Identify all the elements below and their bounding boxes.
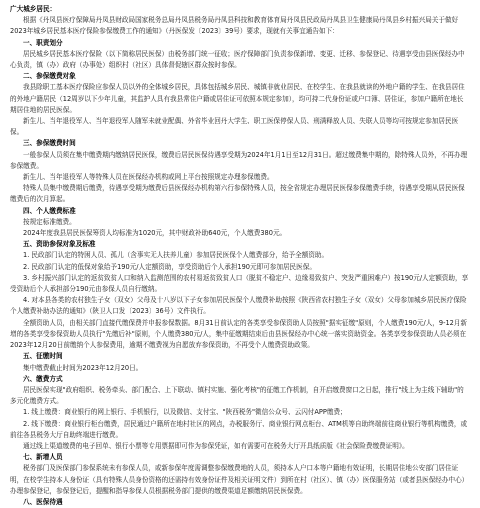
section-heading: 二、参保缴费对象	[23, 72, 76, 81]
body-paragraph: 居民城乡居民基本医疗保险（以下简称居民医保）由税务部门统一征收；医疗保障部门负责参保新增、变更、迁移、参保登记、待遇享受由县医保经办中心负责，镇（办）政府（办事处）组织村（社区）具体督促辖区群众按时参保。	[10, 49, 465, 70]
body-paragraph: 1. 线上缴费：商业银行的网上银行、手机银行，以及微信、支付宝、"陕西税务"微信公众号、云闪付APP缴费；	[23, 408, 347, 417]
body-paragraph: 2. 线下缴费：商业银行柜台缴费，居民通过户籍所在地村社区的网点，办税服务厅、商业银行网点柜台、ATM机等自助终端前往商业银行等机构缴费，或前往各县税务大厅自助终端进行缴费。	[10, 419, 468, 439]
body-paragraph: 2. 民政部门认定的低保对象给予190元/人定额资助，享受资助后个人承担190元即可参加居民医保。	[23, 262, 316, 271]
body-paragraph: 我县除职工基本医疗保险应参保人员以外的全体城乡居民，具体包括城乡居民、城镇非就业居民、在校学生、在我县就读的外地户籍的学生、在我县居住的外地户籍居民（12周岁以下少年儿童，其监护人具有我县常住户籍或居住证可依照本规定参加），均可持二代身份证或户口簿、居住证，参加户籍所在地长期居住地的居民医保。	[10, 83, 465, 114]
section-heading: 三、参保缴费时间	[23, 139, 76, 148]
section-heading: 八、医保待遇	[23, 497, 63, 506]
body-paragraph: 4. 对本县各类的农村独生子女（双女）父母及十八岁以下子女参加居民医保个人缴费补助按照《陕西省农村独生子女（双女）父母参加城乡居民医疗保险个人缴费补助办法的通知》（陕卫人口发〔2023〕36号）文件执行。	[10, 296, 467, 316]
section-heading: 七、新增人员	[23, 453, 63, 462]
body-paragraph: 全额资助人员，由相关部门直接代缴保费并申报参保数据。8月31日前认定的各类享受参保资助人员按照"据实征缴"原则，个人缴费190元/人，9-12月新增的各类享受参保资助人员执行"先缴后补"原则，个人缴费380元/人，集中征缴期结束后由县医保经办中心统一落实资助资金。各类享受参保资助人员必须在2023年12月20日前缴纳个人参保费用，逾期不缴费视为自愿放弃参保资助，不再受个人缴费资助政策。	[10, 318, 468, 350]
body-paragraph: 集中缴费截止时间为2023年12月20日。	[23, 363, 143, 372]
body-paragraph: 税务部门及医保部门参保系统未有参保人员，或新参保年度需调整参保缴费地的人员，须持本人户口本等户籍地有效证明，长期居住地公安部门居住证明，在校学生持本人身份证（具有特殊人员身份资格的还需持有效身份证件及相关证明文件）到所在村（社区）、镇（办）医保服务站（或者县医保经办中心）办理参保登记，参保登记后，提醒和指导参保人员根据税务部门提供的缴费渠道足额缴纳居民医保费。	[10, 464, 469, 495]
body-paragraph: 按规定标准缴费。	[23, 217, 76, 226]
section-heading: 五、资助参保对象及标准	[23, 240, 96, 249]
body-paragraph: 特殊人员集中缴费期后缴费，待遇享受期为缴费后县医保经办机构第六行参保特殊人员，按全省规定办理居民医保参保缴费手续，待遇享受期从居民医保缴费后的次月算起。	[10, 184, 465, 204]
body-paragraph: 1. 民政部门认定的特困人员、孤儿（含事实无人扶养儿童）参加居民医保个人缴费部分，给予全额资助。	[23, 251, 329, 260]
body-paragraph: 2024年度我县居民医保筹资人均标准为1020元，其中财政补助640元，个人缴费380元。	[23, 229, 287, 238]
body-paragraph: 新生儿、当年退役军人、当年退役军人随军未就业配偶、外省毕业回丹大学生、职工医保停保人员、刑满释放人员、失联人员等均可按规定参加居民医保。	[10, 117, 459, 137]
section-heading: 一、职责划分	[23, 38, 63, 47]
section-heading: 六、缴费方式	[23, 374, 63, 383]
body-paragraph: 新生儿、当年退役军人等特殊人员在医保经办机构或网上平台按照规定办理参保缴费。	[23, 173, 274, 182]
body-paragraph: 居民医保实现"政府组织、税务牵头、部门配合、上下联动、镇村实施、强化考核"的征缴工作机制，自开启缴费窗口之日起，推行"线上为主线下辅助"的多元化缴费方式。	[10, 385, 464, 406]
body-paragraph: 通过线上渠道缴费的电子回单、银行小票等专用票据即可作为参保凭证，如有需要可在税务大厅开具纸质版《社会保险费缴费证明》。	[23, 441, 409, 450]
body-paragraph: 3. 乡村振兴部门认定的返贫致贫人口和纳入监测范围的农村易返贫致贫人口（脱贫不稳定户、边缘易致贫户、突发严重困难户）按190元/人定额资助，享受资助后个人承担部分190元由参保人员自行缴纳。	[10, 273, 469, 294]
section-heading: 四、个人缴费标准	[23, 206, 76, 215]
body-paragraph: 一般参保人员须在集中缴费期内缴纳居民医保，缴费后居民医保待遇享受期为2024年1月1日至12月31日。超过缴费集中期的，除特殊人员外，不再办理参保缴费。	[10, 150, 468, 170]
section-heading: 五、征缴时间	[23, 352, 63, 361]
notice-body	[10, 15, 470, 508]
notice-salutation: 广大城乡居民：	[10, 5, 57, 13]
body-paragraph: 根据《丹凤县医疗保障局丹凤县财政局国家税务总局丹凤县税务局丹凤县科技和教育体育局丹凤县民政局丹凤县卫生健康局丹凤县乡村振兴局关于做好2023年城乡居民基本医疗保险参保缴费工作的通知》（丹医保发〔2023〕39号）要求，现就有关事宜通告如下：	[10, 16, 459, 36]
